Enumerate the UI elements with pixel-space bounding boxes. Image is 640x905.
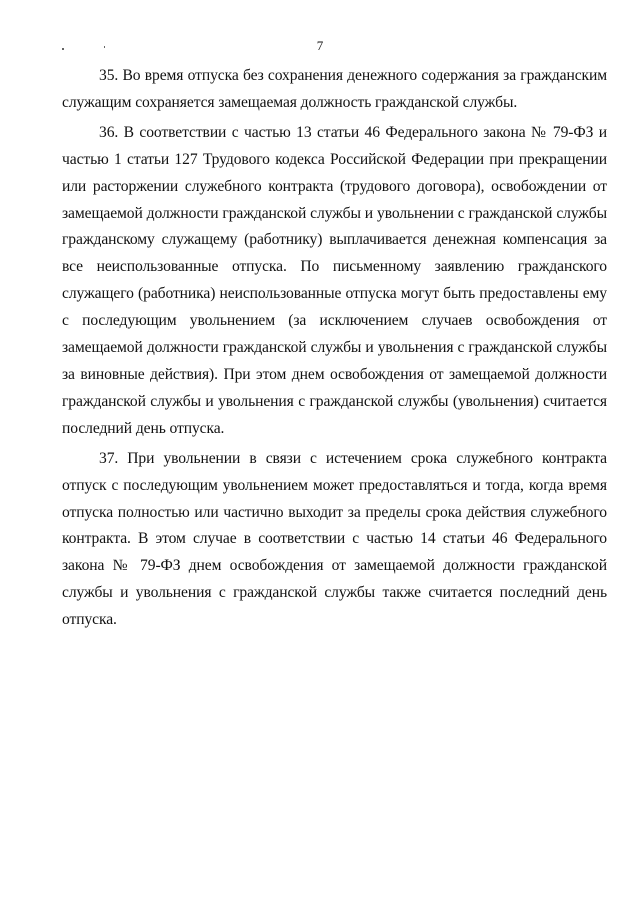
paragraph-37: 37. При увольнении в связи с истечением срока служебного контракта отпуск с последующим увольнением может предоставляться и тогда, когда время отпуска полностью или частично выходит за пределы срока действия служебного контракта. В этом случае в соответствии с частью 14 статьи 46 Федерального закона № 79-ФЗ днем освобождения от замещаемой должности гражданской службы и увольнения с гражданской службы также считается последний день отпуска.	[62, 449, 607, 629]
page-number: 7	[316, 38, 324, 53]
document-body	[62, 63, 607, 634]
paragraph-35: 35. Во время отпуска без сохранения денежного содержания за гражданским служащим сохраняется замещаемая должность гражданской службы.	[62, 67, 607, 111]
paragraph-36: 36. В соответствии с частью 13 статьи 46 Федерального закона № 79-ФЗ и частью 1 статьи 127 Трудового кодекса Российской Федерации при прекращении или расторжении служебного контракта (трудового договора), освобождении от замещаемой должности гражданской службы и увольнении с гражданской службы гражданскому служащему (работнику) выплачивается денежная компенсация за все неиспользованные отпуска. По письменному заявлению гражданского служащего (работника) неиспользованные отпуска могут быть предоставлены ему с последующим увольнением (за исключением случаев освобождения от замещаемой должности гражданской службы и увольнения с гражданской службы за виновные действия). При этом днем освобождения от замещаемой должности гражданской службы и увольнения с гражданской службы (увольнения) считается последний день отпуска.	[62, 123, 607, 437]
